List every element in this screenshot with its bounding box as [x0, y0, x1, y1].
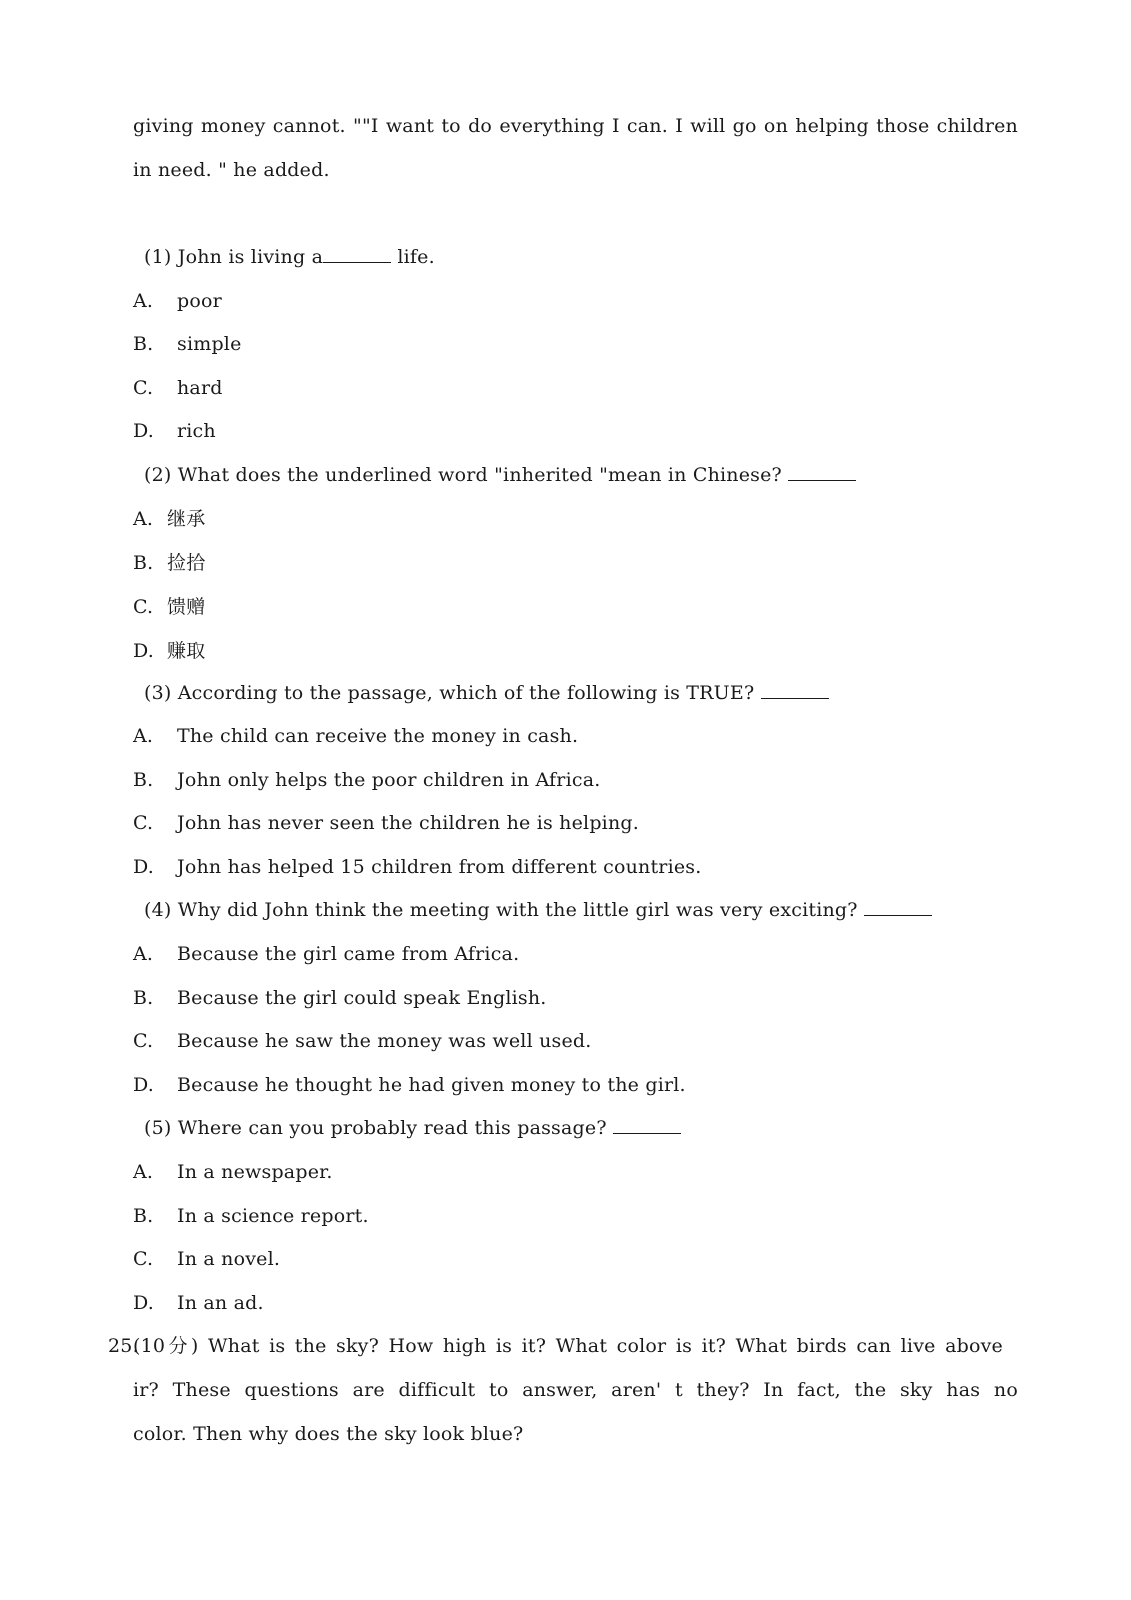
- option-label: A.: [133, 725, 154, 747]
- question-stem-text: (3) According to the passage, which of the following is TRUE?: [144, 682, 761, 704]
- option-text: John has never seen the children he is helping.: [177, 812, 639, 834]
- option-text: In an ad.: [177, 1292, 264, 1314]
- option-label: A.: [133, 508, 154, 530]
- option-label: B.: [133, 987, 154, 1009]
- option-label: A.: [133, 290, 154, 312]
- option-text: Because the girl came from Africa.: [177, 943, 520, 965]
- option-label: B.: [133, 552, 154, 574]
- option-text: In a science report.: [177, 1205, 369, 1227]
- option-text: rich: [177, 420, 216, 442]
- question-25-text: (10分) What is the sky? How high is it? What color is it? What birds can live above: [133, 1335, 1003, 1357]
- question-1-stem: [144, 245, 435, 269]
- option-text: In a newspaper.: [177, 1161, 333, 1183]
- option-5c[interactable]: [133, 1247, 280, 1271]
- option-label: B.: [133, 769, 154, 791]
- question-stem-text: (1) John is living a: [144, 246, 324, 268]
- option-2a[interactable]: [133, 507, 205, 531]
- option-text: Because he thought he had given money to the girl.: [177, 1074, 686, 1096]
- option-5b[interactable]: [133, 1204, 369, 1228]
- option-text: poor: [177, 290, 222, 312]
- option-4c[interactable]: [133, 1029, 592, 1053]
- option-label: C.: [133, 377, 154, 399]
- option-3b[interactable]: [133, 768, 600, 792]
- option-4a[interactable]: [133, 942, 519, 966]
- option-1b[interactable]: [133, 332, 242, 356]
- option-5a[interactable]: [133, 1160, 333, 1184]
- option-3a[interactable]: [133, 724, 578, 748]
- answer-blank[interactable]: [323, 245, 391, 263]
- question-2-stem: [144, 463, 856, 487]
- option-label: D.: [133, 856, 154, 878]
- question-25-line-3: color. Then why does the sky look blue?: [133, 1423, 524, 1445]
- option-3d[interactable]: [133, 855, 701, 879]
- option-text: 捡拾: [167, 552, 206, 574]
- option-label: A.: [133, 943, 154, 965]
- option-label: D.: [133, 1074, 154, 1096]
- option-label: C.: [133, 596, 154, 618]
- question-stem-text: (2) What does the underlined word "inherited "mean in Chinese?: [144, 464, 789, 486]
- option-label: A.: [133, 1161, 154, 1183]
- option-text: 赚取: [167, 640, 206, 662]
- question-number: 25.: [108, 1335, 139, 1357]
- option-2b[interactable]: [133, 551, 205, 575]
- question-5-stem: [144, 1116, 681, 1140]
- answer-blank[interactable]: [864, 898, 932, 916]
- question-stem-text-after: life.: [391, 246, 435, 268]
- option-1c[interactable]: [133, 376, 223, 400]
- option-text: 馈赠: [167, 596, 206, 618]
- option-label: B.: [133, 1205, 154, 1227]
- option-5d[interactable]: [133, 1291, 264, 1315]
- option-text: John has helped 15 children from different countries.: [177, 856, 702, 878]
- option-label: D.: [133, 1292, 154, 1314]
- option-2c[interactable]: [133, 595, 205, 619]
- option-1d[interactable]: [133, 419, 216, 443]
- question-stem-text: (4) Why did John think the meeting with the little girl was very exciting?: [144, 899, 864, 921]
- option-text: John only helps the poor children in Africa.: [177, 769, 601, 791]
- question-25-line-2: ir? These questions are difficult to answer, aren' t they? In fact, the sky has no: [133, 1379, 1018, 1401]
- option-label: C.: [133, 812, 154, 834]
- option-label: B.: [133, 333, 154, 355]
- option-2d[interactable]: [133, 639, 205, 663]
- option-text: Because he saw the money was well used.: [177, 1030, 592, 1052]
- option-4d[interactable]: [133, 1073, 686, 1097]
- option-3c[interactable]: [133, 811, 639, 835]
- question-stem-text: (5) Where can you probably read this passage?: [144, 1117, 613, 1139]
- option-1a[interactable]: [133, 289, 222, 313]
- answer-blank[interactable]: [788, 463, 856, 481]
- answer-blank[interactable]: [761, 681, 829, 699]
- option-text: 继承: [167, 508, 206, 530]
- option-label: D.: [133, 420, 154, 442]
- question-4-stem: [144, 898, 932, 922]
- option-4b[interactable]: [133, 986, 547, 1010]
- option-text: In a novel.: [177, 1248, 281, 1270]
- question-25-line-1: [108, 1334, 1018, 1358]
- option-text: hard: [177, 377, 223, 399]
- option-text: The child can receive the money in cash.: [177, 725, 579, 747]
- option-text: Because the girl could speak English.: [177, 987, 547, 1009]
- option-label: C.: [133, 1030, 154, 1052]
- option-text: simple: [177, 333, 242, 355]
- passage-line-2: in need. " he added.: [133, 159, 330, 181]
- passage-line-1: giving money cannot. ""I want to do everything I can. I will go on helping those children: [133, 115, 1018, 137]
- question-3-stem: [144, 681, 829, 705]
- answer-blank[interactable]: [613, 1116, 681, 1134]
- option-label: C.: [133, 1248, 154, 1270]
- option-label: D.: [133, 640, 154, 662]
